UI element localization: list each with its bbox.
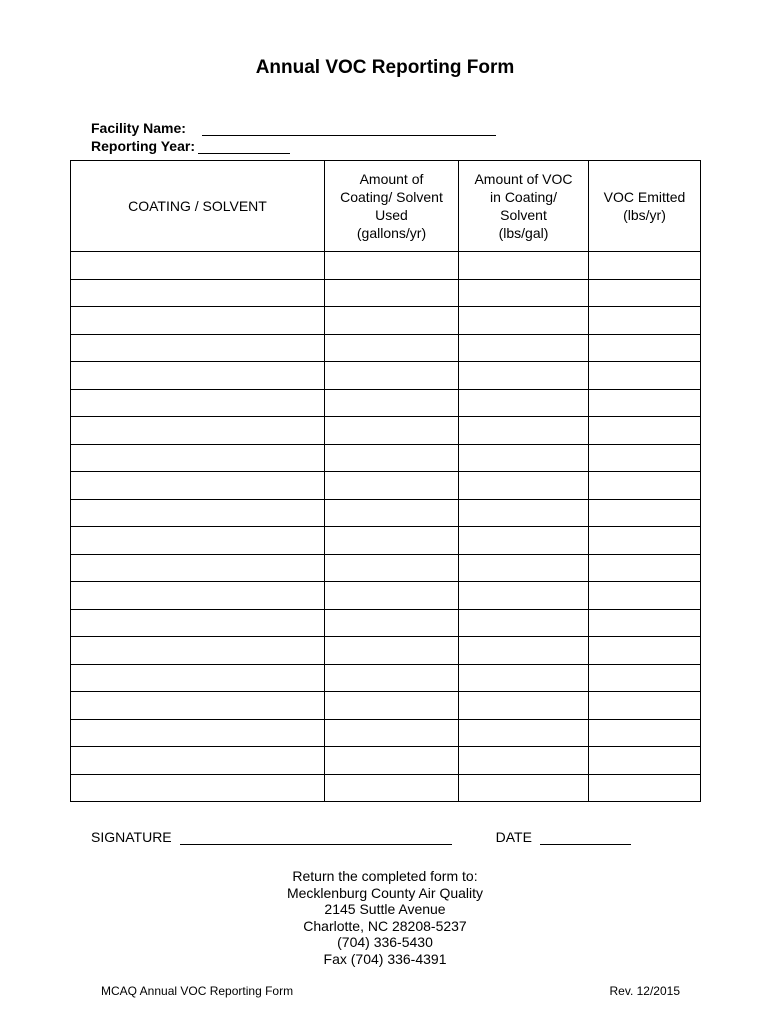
table-cell[interactable] — [459, 719, 589, 747]
table-cell[interactable] — [589, 252, 701, 280]
reporting-year-label: Reporting Year: — [91, 138, 195, 154]
table-cell[interactable] — [71, 444, 325, 472]
table-cell[interactable] — [589, 389, 701, 417]
table-cell[interactable] — [325, 664, 459, 692]
table-cell[interactable] — [325, 747, 459, 775]
facility-name-label: Facility Name: — [91, 120, 186, 136]
return-line: Charlotte, NC 28208-5237 — [303, 917, 467, 934]
table-cell[interactable] — [459, 637, 589, 665]
table-cell[interactable] — [71, 747, 325, 775]
date-field[interactable] — [540, 832, 631, 845]
table-cell[interactable] — [589, 637, 701, 665]
header-voc-emitted — [589, 161, 701, 252]
header-line: Amount of VOC — [474, 171, 573, 187]
table-cell[interactable] — [589, 609, 701, 637]
table-cell[interactable] — [459, 279, 589, 307]
table-row — [71, 362, 701, 390]
table-cell[interactable] — [589, 417, 701, 445]
table-row — [71, 252, 701, 280]
table-header-row — [71, 161, 701, 252]
reporting-year-row — [91, 138, 290, 154]
table-cell[interactable] — [459, 554, 589, 582]
table-cell[interactable] — [325, 527, 459, 555]
table-cell[interactable] — [325, 692, 459, 720]
table-cell[interactable] — [71, 719, 325, 747]
header-line: (lbs/yr) — [623, 207, 666, 223]
table-cell[interactable] — [325, 472, 459, 500]
table-cell[interactable] — [71, 554, 325, 582]
table-cell[interactable] — [325, 774, 459, 802]
table-cell[interactable] — [589, 554, 701, 582]
table-cell[interactable] — [459, 252, 589, 280]
signature-field[interactable] — [180, 832, 452, 845]
table-body — [71, 252, 701, 802]
header-voc-amount — [459, 161, 589, 252]
table-row — [71, 692, 701, 720]
table-cell[interactable] — [459, 499, 589, 527]
table-row — [71, 499, 701, 527]
table-cell[interactable] — [459, 582, 589, 610]
table-cell[interactable] — [459, 664, 589, 692]
table-cell[interactable] — [325, 417, 459, 445]
table-cell[interactable] — [325, 609, 459, 637]
table-cell[interactable] — [459, 444, 589, 472]
table-row — [71, 444, 701, 472]
return-line: 2145 Suttle Avenue — [324, 901, 446, 917]
header-line: (gallons/yr) — [356, 225, 427, 241]
table-cell[interactable] — [325, 252, 459, 280]
table-cell[interactable] — [589, 362, 701, 390]
table-cell[interactable] — [71, 252, 325, 280]
table-row — [71, 279, 701, 307]
table-cell[interactable] — [71, 472, 325, 500]
table-cell[interactable] — [71, 279, 325, 307]
table-row — [71, 664, 701, 692]
return-line: Mecklenburg County Air Quality — [286, 884, 484, 901]
header-line: in Coating/ — [490, 189, 557, 205]
signature-label: SIGNATURE — [91, 829, 172, 845]
facility-name-field[interactable] — [202, 123, 496, 136]
table-cell[interactable] — [589, 334, 701, 362]
table-cell[interactable] — [589, 499, 701, 527]
header-line: Amount of — [359, 171, 424, 187]
table-cell[interactable] — [325, 389, 459, 417]
date-label: DATE — [495, 829, 532, 845]
table-cell[interactable] — [589, 279, 701, 307]
table-cell[interactable] — [71, 334, 325, 362]
table-cell[interactable] — [71, 389, 325, 417]
table-cell[interactable] — [459, 472, 589, 500]
voc-table — [70, 160, 701, 802]
return-line: (704) 336-5430 — [337, 934, 433, 950]
table-row — [71, 747, 701, 775]
table-cell[interactable] — [459, 527, 589, 555]
table-cell[interactable] — [325, 582, 459, 610]
table-cell[interactable] — [325, 554, 459, 582]
table-cell[interactable] — [459, 362, 589, 390]
table-row — [71, 527, 701, 555]
table-row — [71, 389, 701, 417]
table-cell[interactable] — [325, 334, 459, 362]
table-row — [71, 334, 701, 362]
table-row — [71, 417, 701, 445]
footer-revision: Rev. 12/2015 — [609, 984, 680, 998]
table-cell[interactable] — [325, 279, 459, 307]
table-cell[interactable] — [459, 609, 589, 637]
table-cell[interactable] — [325, 637, 459, 665]
table-row — [71, 582, 701, 610]
table-cell[interactable] — [459, 417, 589, 445]
table-cell[interactable] — [459, 389, 589, 417]
table-cell[interactable] — [325, 307, 459, 335]
table-cell[interactable] — [71, 582, 325, 610]
table-cell[interactable] — [325, 499, 459, 527]
table-cell[interactable] — [71, 637, 325, 665]
table-cell[interactable] — [71, 609, 325, 637]
facility-name-row — [91, 120, 496, 136]
footer-form-name: MCAQ Annual VOC Reporting Form — [101, 984, 294, 998]
table-cell[interactable] — [589, 719, 701, 747]
table-cell[interactable] — [459, 307, 589, 335]
return-line: Fax (704) 336-4391 — [323, 950, 447, 967]
header-amount-used — [325, 161, 459, 252]
form-title: Annual VOC Reporting Form — [255, 57, 515, 78]
header-line: Coating/ Solvent — [340, 189, 443, 205]
table-cell[interactable] — [589, 472, 701, 500]
header-line: VOC Emitted — [603, 189, 686, 205]
header-line: Used — [375, 207, 408, 223]
table-cell[interactable] — [459, 747, 589, 775]
table-cell[interactable] — [325, 362, 459, 390]
table-cell[interactable] — [71, 692, 325, 720]
table-cell[interactable] — [589, 664, 701, 692]
header-line: COATING / SOLVENT — [128, 198, 267, 214]
table-cell[interactable] — [71, 362, 325, 390]
table-cell[interactable] — [589, 307, 701, 335]
table-cell[interactable] — [589, 747, 701, 775]
table-row — [71, 637, 701, 665]
table-cell[interactable] — [325, 719, 459, 747]
table-cell[interactable] — [589, 444, 701, 472]
table-cell[interactable] — [589, 582, 701, 610]
return-address — [0, 868, 770, 967]
signature-row — [91, 829, 631, 845]
table-cell[interactable] — [71, 664, 325, 692]
table-cell[interactable] — [589, 774, 701, 802]
table-cell[interactable] — [71, 527, 325, 555]
table-cell[interactable] — [71, 307, 325, 335]
table-cell[interactable] — [71, 774, 325, 802]
table-cell[interactable] — [325, 444, 459, 472]
return-line: Return the completed form to: — [292, 868, 478, 884]
header-line: (lbs/gal) — [498, 225, 549, 241]
table-row — [71, 774, 701, 802]
table-cell[interactable] — [459, 774, 589, 802]
table-cell[interactable] — [459, 334, 589, 362]
table-row — [71, 719, 701, 747]
table-cell[interactable] — [71, 417, 325, 445]
table-row — [71, 307, 701, 335]
table-row — [71, 609, 701, 637]
reporting-year-field[interactable] — [198, 141, 290, 154]
table-cell[interactable] — [459, 692, 589, 720]
table-row — [71, 472, 701, 500]
table-cell[interactable] — [589, 527, 701, 555]
header-coating-solvent — [71, 161, 325, 252]
table-row — [71, 554, 701, 582]
table-cell[interactable] — [589, 692, 701, 720]
header-line: Solvent — [500, 207, 547, 223]
table-cell[interactable] — [71, 499, 325, 527]
